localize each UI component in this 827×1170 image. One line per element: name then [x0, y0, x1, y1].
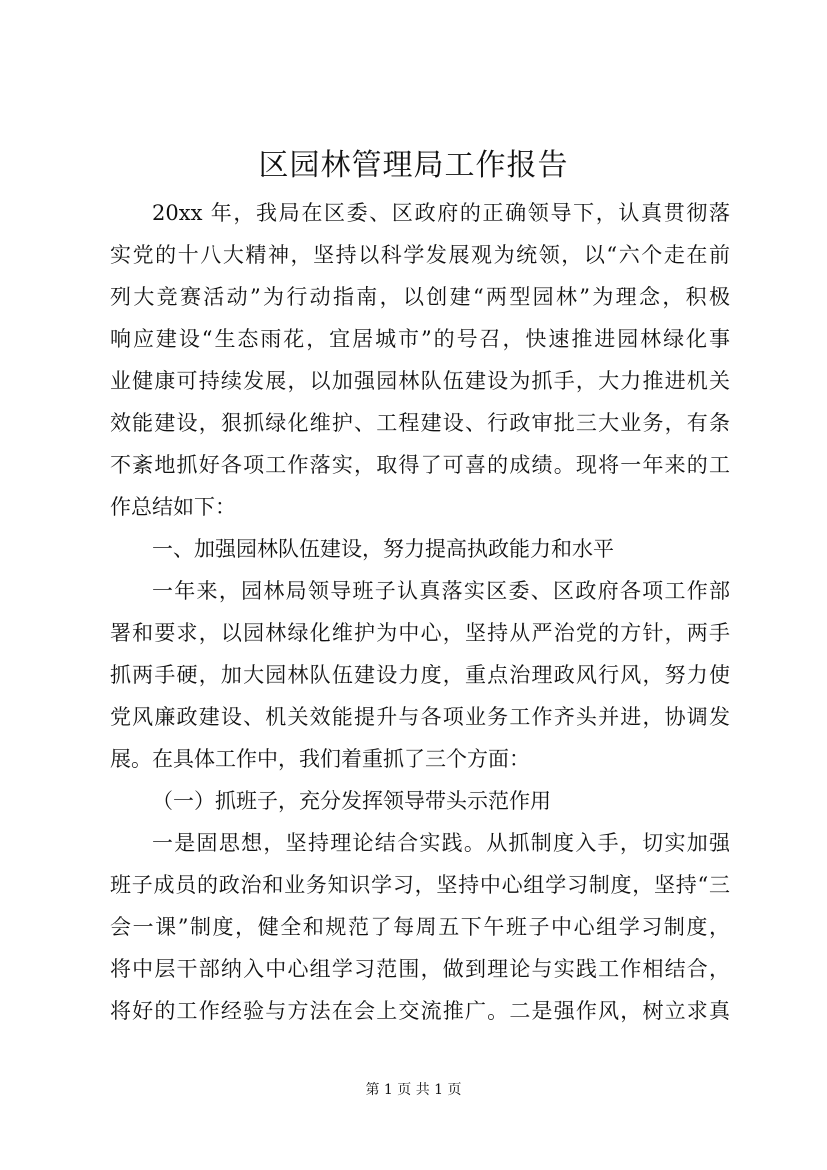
paragraph-line: 列大竞赛活动”为行动指南，以创建“两型园林”为理念，积极: [110, 285, 730, 309]
paragraph-line: 展。在具体工作中，我们着重抓了三个方面：: [110, 747, 530, 771]
page-footer: 第 1 页 共 1 页: [365, 1082, 462, 1098]
paragraph-line: 党风廉政建设、机关效能提升与各项业务工作齐头并进，协调发: [110, 705, 730, 729]
paragraph-line: 一年来，园林局领导班子认真落实区委、区政府各项工作部: [152, 579, 730, 603]
paragraph-line: 班子成员的政治和业务知识学习，坚持中心组学习制度，坚持“三: [110, 873, 730, 897]
paragraph-line: 20xx 年，我局在区委、区政府的正确领导下，认真贯彻落: [152, 201, 730, 225]
paragraph-line: 抓两手硬，加大园林队伍建设力度，重点治理政风行风，努力使: [110, 663, 730, 687]
paragraph-line: 署和要求，以园林绿化维护为中心，坚持从严治党的方针，两手: [110, 621, 730, 645]
paragraph-line: 实党的十八大精神，坚持以科学发展观为统领，以“六个走在前: [110, 243, 730, 267]
paragraph-line: 将好的工作经验与方法在会上交流推广。二是强作风，树立求真: [110, 999, 730, 1023]
paragraph-line: 响应建设“生态雨花，宜居城市”的号召，快速推进园林绿化事: [110, 327, 730, 351]
section-heading: 一、加强园林队伍建设，努力提高执政能力和水平: [152, 537, 614, 561]
paragraph-line: 不紊地抓好各项工作落实，取得了可喜的成绩。现将一年来的工: [110, 453, 730, 477]
paragraph-line: 作总结如下：: [110, 495, 236, 519]
paragraph-line: 业健康可持续发展，以加强园林队伍建设为抓手，大力推进机关: [110, 369, 730, 393]
paragraph-line: 一是固思想，坚持理论结合实践。从抓制度入手，切实加强: [152, 831, 730, 855]
paragraph-line: 将中层干部纳入中心组学习范围，做到理论与实践工作相结合，: [110, 957, 730, 981]
document-title: 区园林管理局工作报告: [258, 148, 569, 183]
paragraph-line: 会一课”制度，健全和规范了每周五下午班子中心组学习制度，: [110, 915, 730, 939]
paragraph-line: 效能建设，狠抓绿化维护、工程建设、行政审批三大业务，有条: [110, 411, 730, 435]
subsection-heading: （一）抓班子，充分发挥领导带头示范作用: [152, 789, 551, 813]
